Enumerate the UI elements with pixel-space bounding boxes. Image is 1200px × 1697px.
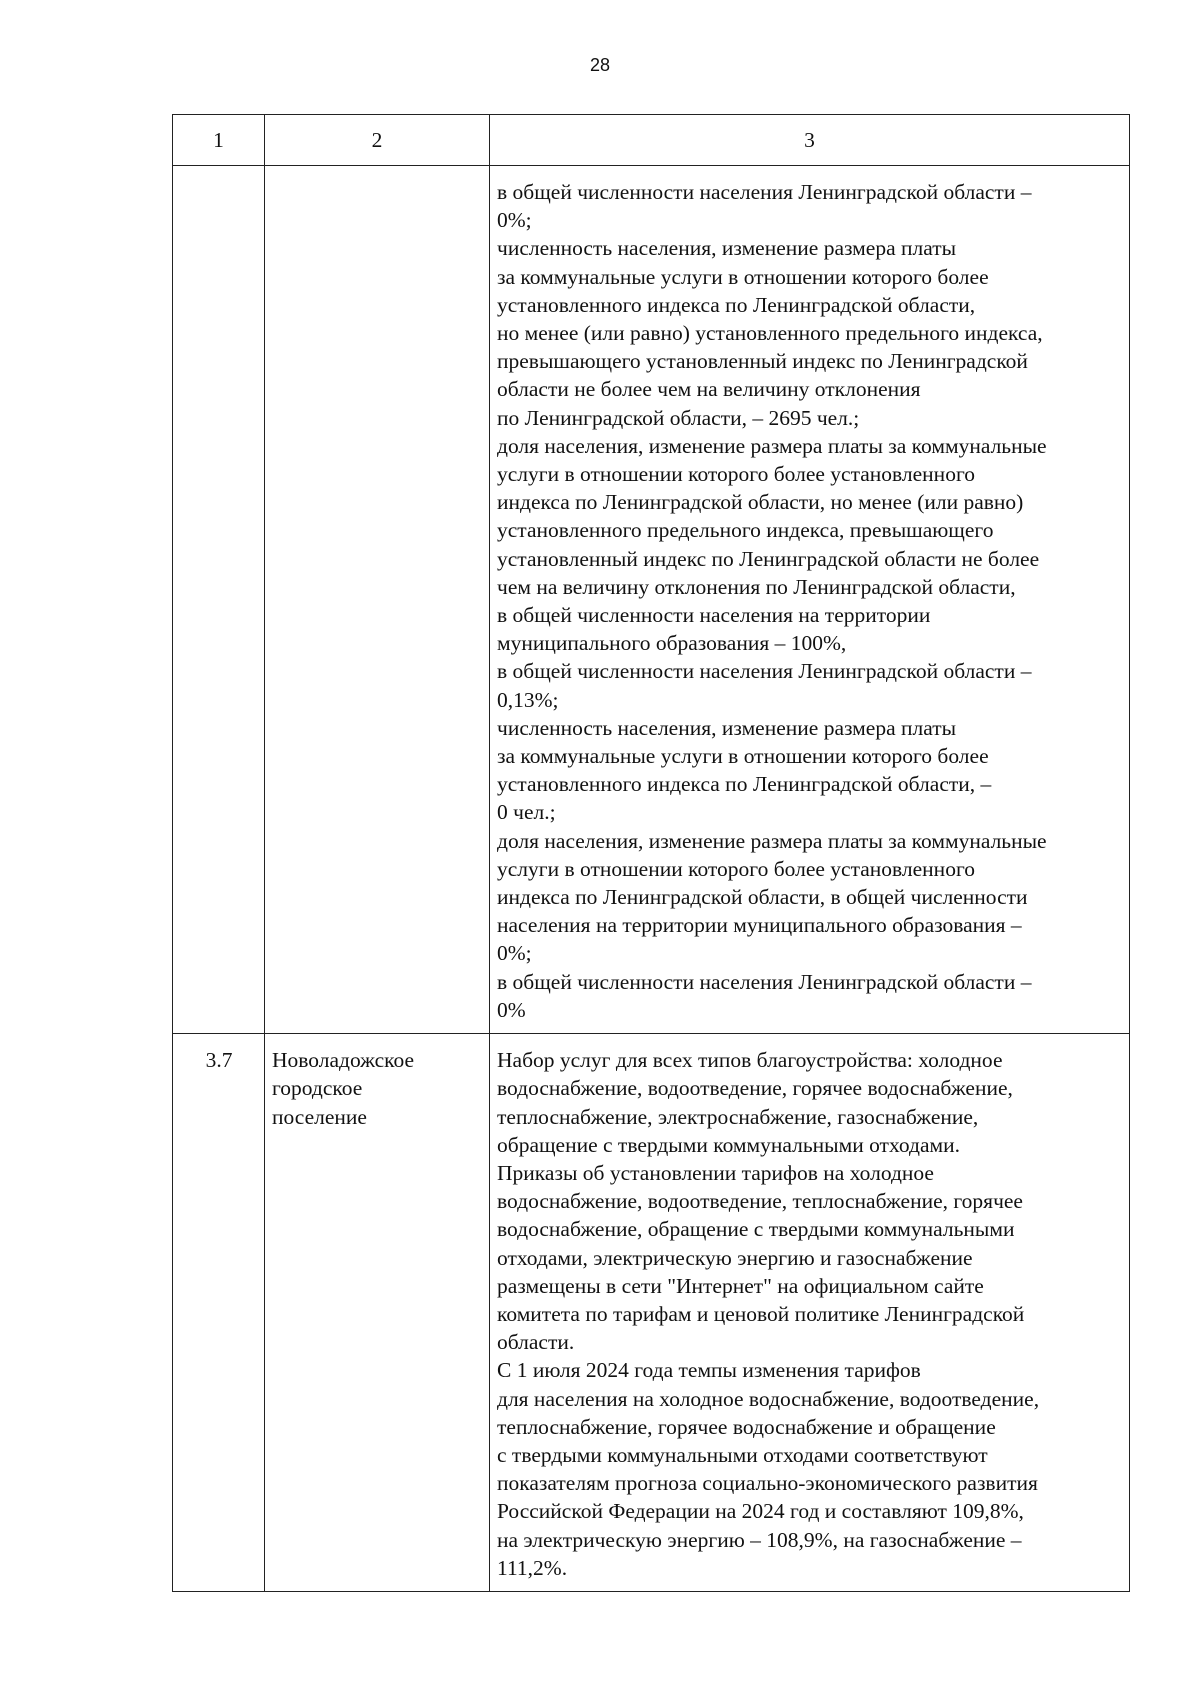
description-paragraph: численность населения, изменение размера платы за коммунальные услуги в отношении которого более установленного индекса по Ленинградской области, но менее (или равно) установленного предельного индекса, превышающего установленный индекс по Ленинградской области не более чем на величину отклонения по Ленинградской области, – 2695 чел.; xyxy=(497,236,1043,430)
page-number: 28 xyxy=(589,55,611,75)
description-cell xyxy=(490,1034,1130,1592)
description-paragraph: в общей численности населения Ленинградской области – 0,13%; xyxy=(497,659,1032,712)
municipality-name-cell xyxy=(265,166,490,1034)
column-header-1: 1 xyxy=(173,115,265,166)
row-number-cell xyxy=(173,166,265,1034)
document-table xyxy=(172,114,1130,1592)
table-row xyxy=(173,166,1130,1034)
description-paragraph: доля населения, изменение размера платы за коммунальные услуги в отношении которого более установленного индекса по Ленинградской области, но менее (или равно) установленного предельного индекса, превышающего установленный индекс по Ленинградской области не более чем на величину отклонения по Ленинградской области, xyxy=(497,433,1047,599)
description-paragraph: Набор услуг для всех типов благоустройства: холодное водоснабжение, водоотведение, горячее водоснабжение, теплоснабжение, электроснабжение, газоснабжение, обращение с твердыми коммунальными отходами. xyxy=(497,1048,1013,1157)
table-header-row xyxy=(173,115,1130,166)
row-number-cell: 3.7 xyxy=(173,1034,265,1592)
description-paragraph: доля населения, изменение размера платы за коммунальные услуги в отношении которого более установленного индекса по Ленинградской области, в общей численности населения на территории муниципального образования – 0%; xyxy=(497,828,1047,966)
table-row xyxy=(173,1034,1130,1592)
column-header-2: 2 xyxy=(265,115,490,166)
description-paragraph: в общей численности населения Ленинградской области – 0%; xyxy=(497,180,1032,233)
municipality-name: Новоладожское городское поселение xyxy=(272,1048,415,1129)
municipality-name-cell xyxy=(265,1034,490,1592)
description-paragraph: Приказы об установлении тарифов на холодное водоснабжение, водоотведение, теплоснабжение, горячее водоснабжение, обращение с твердыми коммунальными отходами, электрическую энергию и газоснабжение размещены в сети "Интернет" на официальном сайте комитета по тарифам и ценовой политике Ленинградской области. xyxy=(497,1160,1025,1355)
column-header-3: 3 xyxy=(490,115,1130,166)
description-paragraph: в общей численности населения на территории муниципального образования – 100%, xyxy=(497,603,931,656)
description-paragraph: С 1 июля 2024 года темпы изменения тарифов для населения на холодное водоснабжение, водоотведение, теплоснабжение, горячее водоснабжение и обращение с твердыми коммунальными отходами соответствуют показателям прогноза социально-экономического развития Российской Федерации на 2024 год и составляют 109,8%, на электрическую энергию – 108,9%, на газоснабжение – 111,2%. xyxy=(497,1358,1040,1580)
description-cell xyxy=(490,166,1130,1034)
description-paragraph: численность населения, изменение размера платы за коммунальные услуги в отношении которого более установленного индекса по Ленинградской области, – 0 чел.; xyxy=(497,715,992,825)
description-paragraph: в общей численности населения Ленинградской области – 0% xyxy=(497,969,1032,1022)
